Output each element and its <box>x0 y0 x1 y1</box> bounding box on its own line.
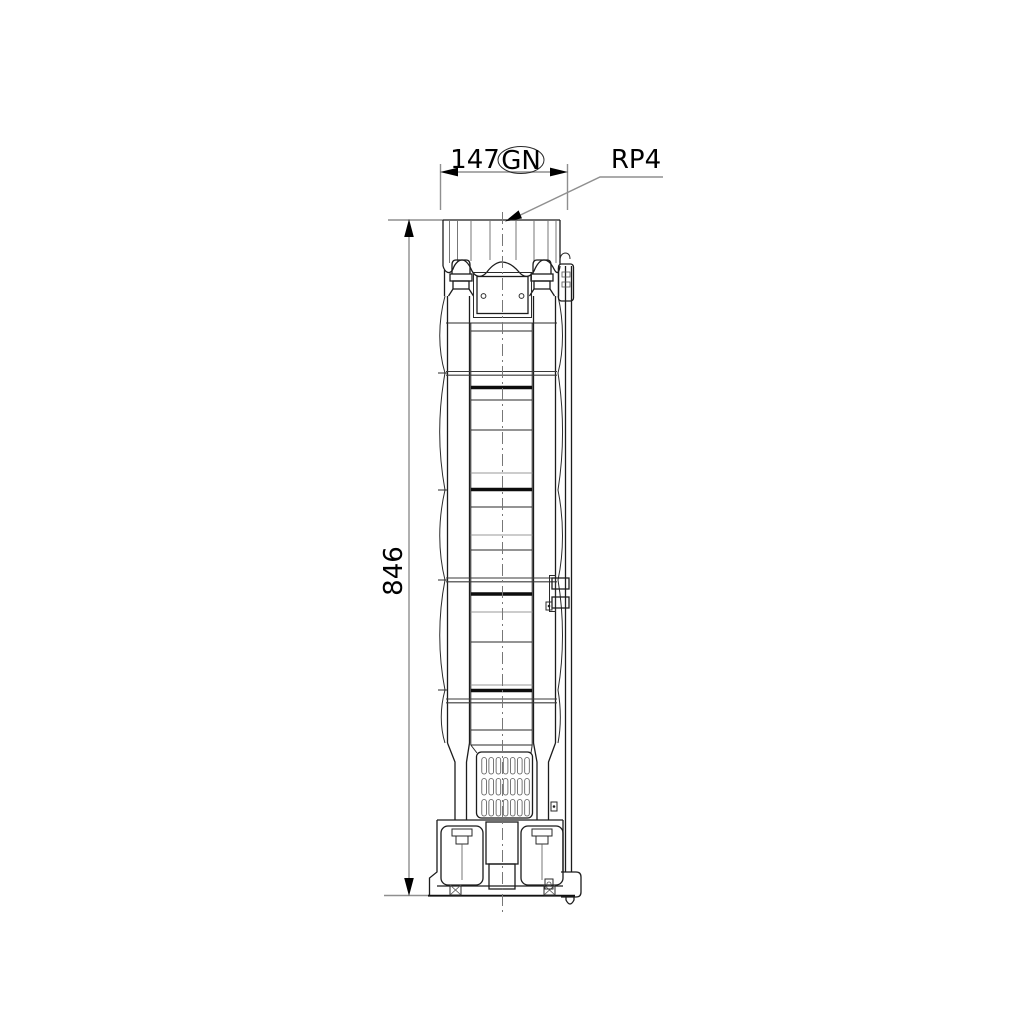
height-dimension <box>379 219 443 896</box>
leader-line <box>510 177 663 220</box>
width-tag-label: GN <box>501 146 541 176</box>
left-cable-cover <box>441 826 483 885</box>
strap-bosses <box>449 260 555 296</box>
nameplate-screw-left-icon <box>481 294 486 299</box>
arrow-right-icon <box>550 168 568 177</box>
chamber-stack <box>446 323 557 753</box>
height-dimension-label: 846 <box>379 546 409 596</box>
right-strap <box>534 296 558 820</box>
arrow-up-icon <box>404 219 414 237</box>
left-strap <box>448 296 470 820</box>
inlet-screen-slots <box>482 758 530 817</box>
stage-lines <box>446 323 557 745</box>
arrow-down-icon <box>404 878 414 896</box>
width-dimension-label: 147 <box>450 145 500 175</box>
left-boss <box>449 260 474 296</box>
inlet-screen <box>477 752 533 818</box>
nameplate-screw-right-icon <box>519 294 524 299</box>
right-boss <box>530 260 555 296</box>
width-dimension <box>440 145 568 210</box>
connection-label: RP4 <box>610 145 662 175</box>
right-cable-cover <box>521 826 563 885</box>
pump-top-cap <box>443 220 560 296</box>
pump-sleeve-edges <box>438 296 563 743</box>
